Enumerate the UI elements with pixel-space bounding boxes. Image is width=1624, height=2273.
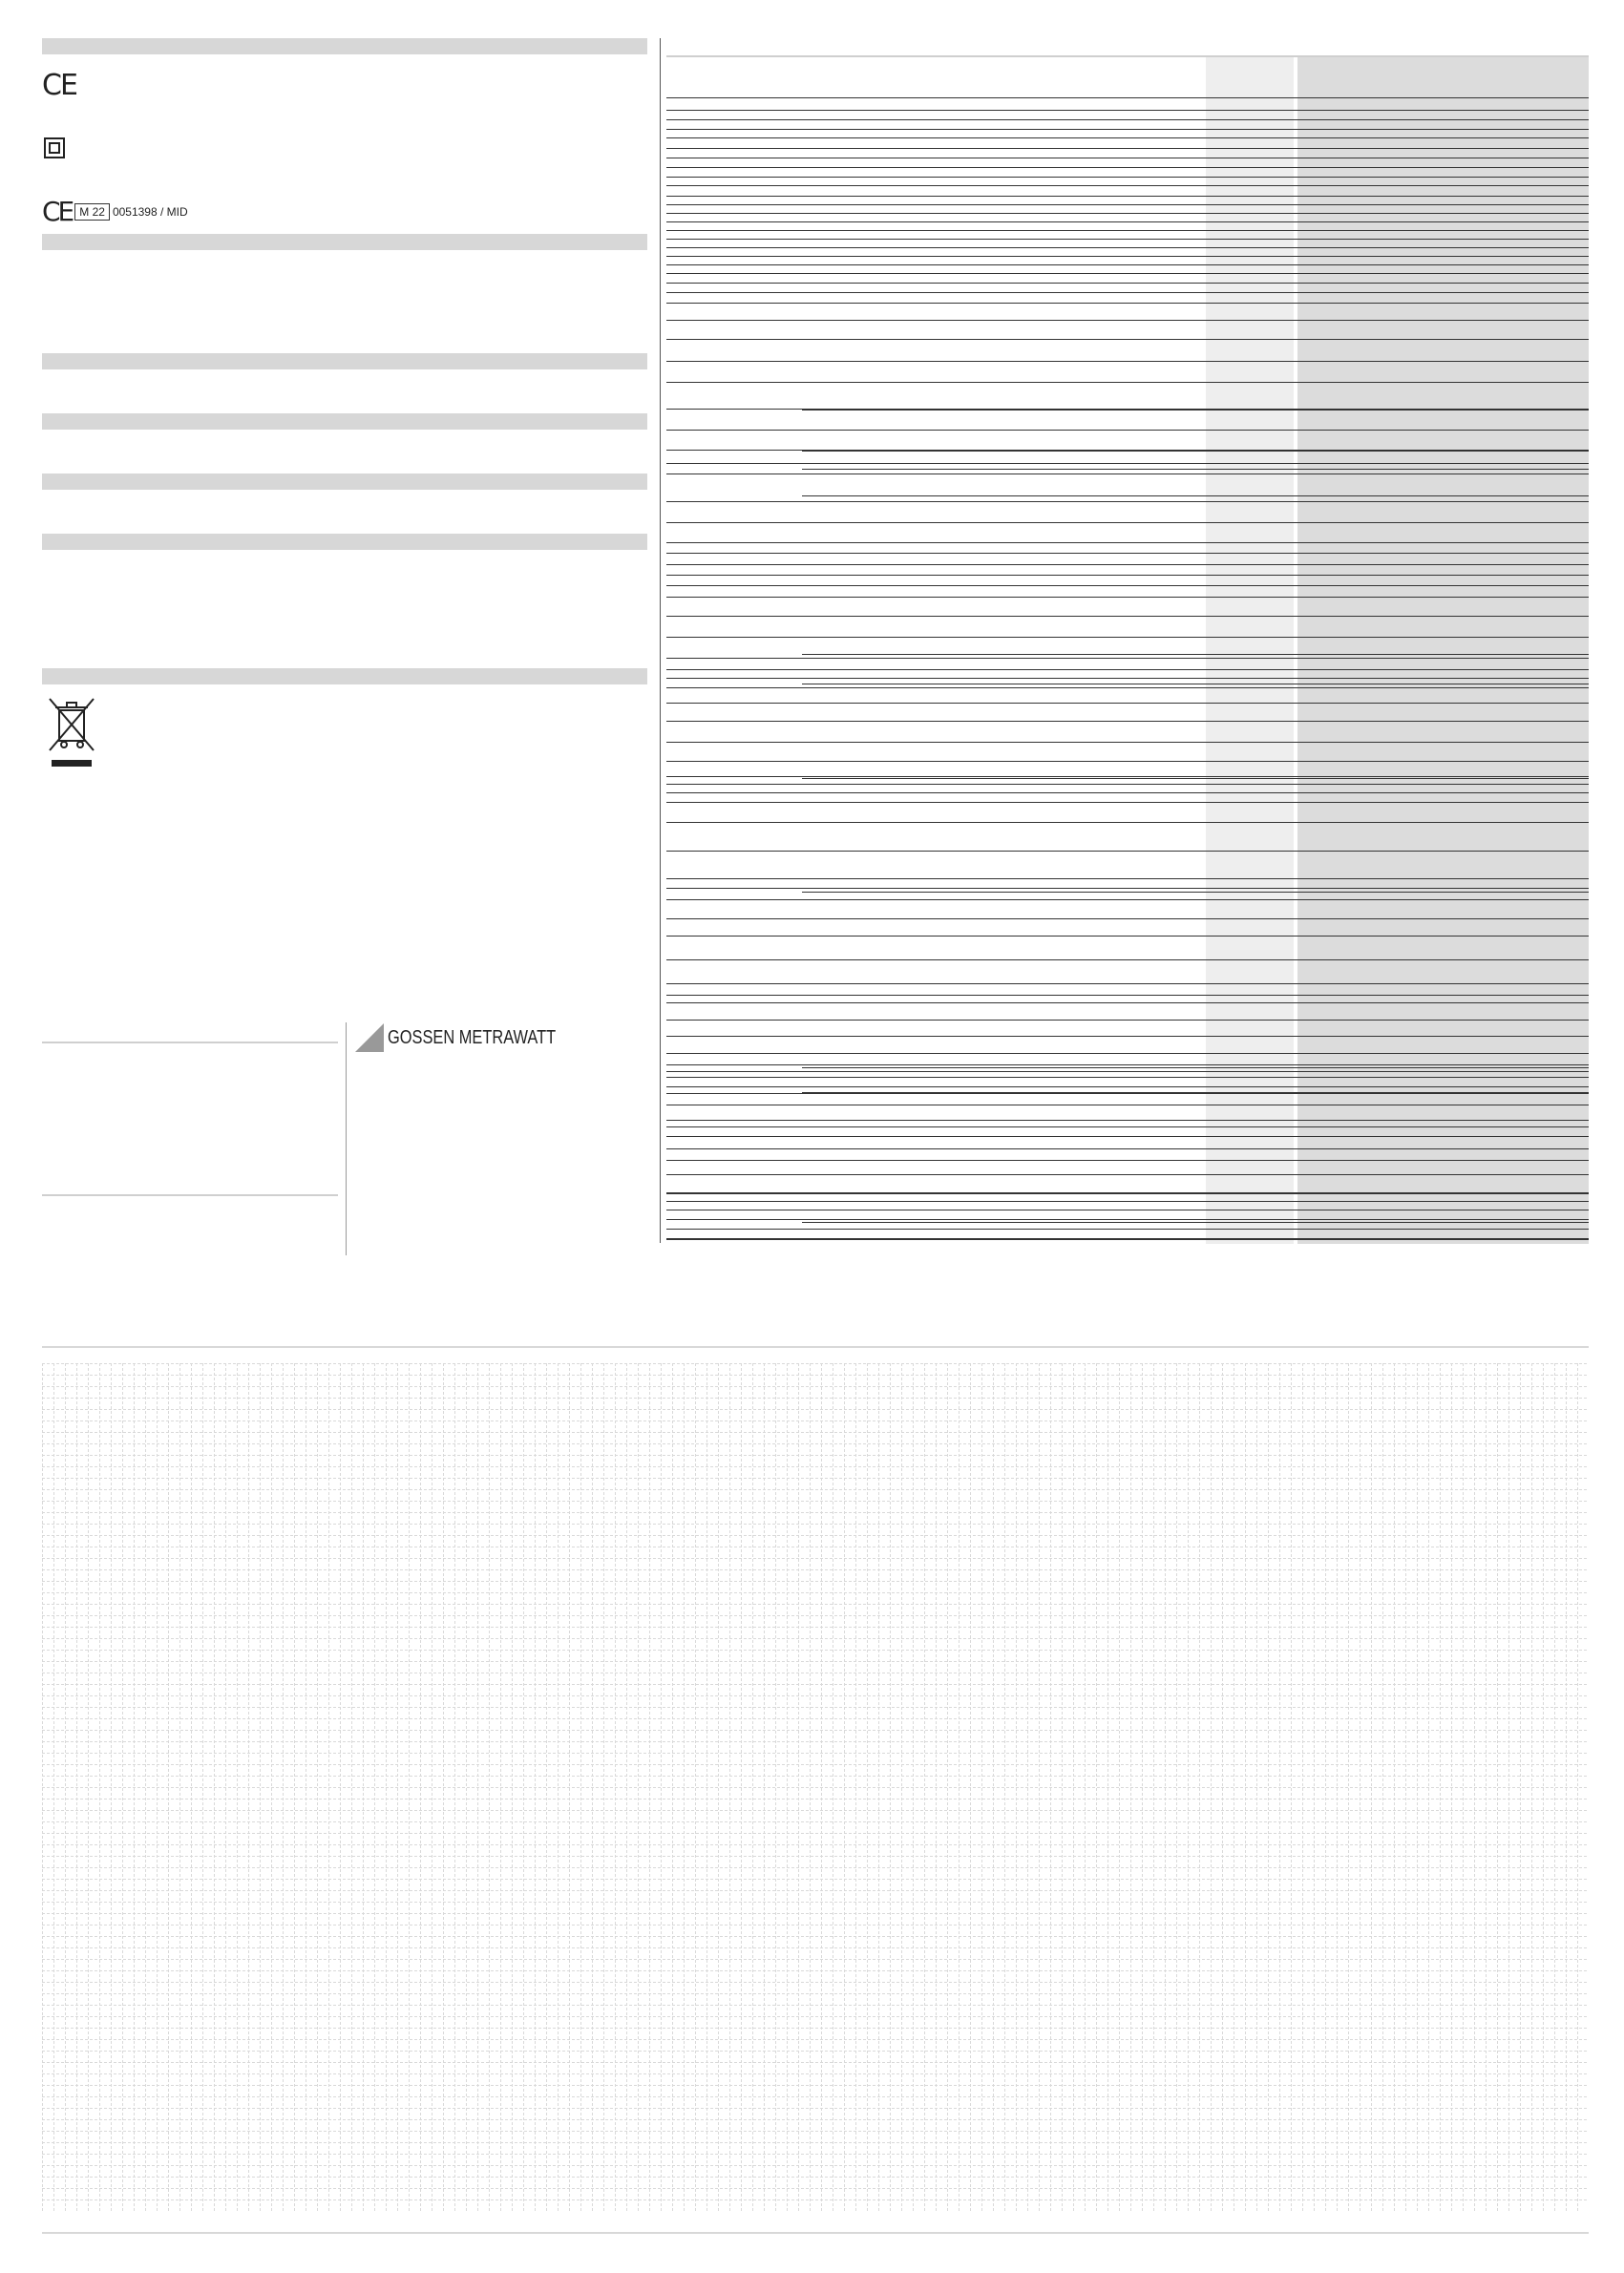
- table-rule: [666, 339, 1589, 340]
- table-rule: [666, 678, 1589, 679]
- table-rule: [666, 899, 1589, 900]
- table-rule: [666, 959, 1589, 960]
- table-rule: [666, 1136, 1589, 1137]
- section-header-bar-5: [42, 474, 647, 490]
- table-rule: [666, 995, 1589, 996]
- weee-bin-icon: [46, 693, 99, 776]
- section-header-bar-2: [42, 234, 647, 250]
- table-rule: [666, 320, 1589, 321]
- table-rule: [666, 1229, 1589, 1230]
- table-rule-indented: [802, 721, 1589, 722]
- ce-mark-small: CE: [42, 196, 73, 227]
- table-rule: [666, 742, 1589, 743]
- table-rule: [666, 264, 1589, 265]
- table-column-shaded-dark: [1297, 55, 1589, 1244]
- table-rule: [666, 167, 1589, 168]
- double-square-icon: [44, 137, 65, 163]
- table-rule: [666, 185, 1589, 186]
- table-rule: [666, 1036, 1589, 1037]
- table-rule: [666, 784, 1589, 785]
- table-rule: [666, 1086, 1589, 1087]
- table-rule: [666, 55, 1589, 57]
- table-rule: [666, 585, 1589, 586]
- table-rule-indented: [802, 1092, 1589, 1093]
- table-rule: [666, 1160, 1589, 1161]
- table-rule: [666, 213, 1589, 214]
- footer-divider: [346, 1022, 347, 1255]
- table-rule: [666, 501, 1589, 502]
- grid-rule-top: [42, 1346, 1589, 1348]
- table-rule: [666, 230, 1589, 231]
- table-rule: [666, 273, 1589, 274]
- grid-rule-bottom: [42, 2232, 1589, 2234]
- table-rule: [666, 802, 1589, 803]
- table-rule: [666, 776, 1589, 777]
- table-rule-indented: [802, 1067, 1589, 1068]
- table-rule: [666, 1002, 1589, 1003]
- table-rule: [666, 204, 1589, 205]
- table-rule: [666, 1192, 1589, 1194]
- table-rule: [666, 983, 1589, 984]
- table-rule: [666, 1219, 1589, 1220]
- table-rule: [666, 553, 1589, 554]
- footer-rule-bottom: [42, 1194, 338, 1196]
- table-rule: [666, 658, 1589, 659]
- table-rule-indented: [802, 451, 1589, 452]
- table-rule-indented: [802, 654, 1589, 655]
- table-rule: [666, 1064, 1589, 1065]
- table-rule: [666, 239, 1589, 240]
- table-rule: [666, 1148, 1589, 1149]
- table-rule: [666, 256, 1589, 257]
- table-rule: [666, 687, 1589, 688]
- column-divider: [660, 38, 661, 1243]
- table-rule: [666, 196, 1589, 197]
- table-rule-indented: [802, 778, 1589, 779]
- section-header-bar-4: [42, 413, 647, 430]
- table-rule: [666, 137, 1589, 138]
- brand-logo: [355, 1023, 593, 1052]
- table-rule-indented: [802, 495, 1589, 496]
- table-rule: [666, 1120, 1589, 1121]
- table-rule: [666, 1174, 1589, 1175]
- table-rule: [666, 221, 1589, 222]
- table-rule: [666, 177, 1589, 178]
- table-rule: [666, 761, 1589, 762]
- table-rule: [666, 1201, 1589, 1202]
- table-rule: [666, 918, 1589, 919]
- table-rule: [666, 1238, 1589, 1240]
- table-rule: [666, 1077, 1589, 1078]
- section-header-bar-7: [42, 668, 647, 684]
- grid-lines: [42, 1363, 1589, 2211]
- table-rule: [666, 616, 1589, 617]
- metrology-box: M 22: [74, 203, 110, 221]
- table-rule: [666, 822, 1589, 823]
- table-rule: [666, 597, 1589, 598]
- footer-rule-top: [42, 1042, 338, 1043]
- table-rule: [666, 575, 1589, 576]
- certificate-number: 0051398 / MID: [112, 204, 188, 219]
- table-rule: [666, 148, 1589, 149]
- table-rule: [666, 129, 1589, 130]
- table-rule: [666, 1053, 1589, 1054]
- table-rule: [666, 542, 1589, 543]
- table-rule: [666, 936, 1589, 937]
- table-rule: [666, 1126, 1589, 1127]
- specification-table: [666, 53, 1589, 1244]
- table-rule-indented: [802, 892, 1589, 893]
- table-rule-indented: [802, 1222, 1589, 1223]
- graph-paper-grid: [42, 1363, 1589, 2211]
- section-header-bar-3: [42, 353, 647, 369]
- table-rule: [666, 792, 1589, 793]
- table-rule: [666, 463, 1589, 464]
- table-rule: [666, 110, 1589, 111]
- section-header-bar-6: [42, 534, 647, 550]
- table-rule: [666, 292, 1589, 293]
- table-rule: [666, 564, 1589, 565]
- table-rule-indented: [802, 430, 1589, 431]
- table-rule: [666, 247, 1589, 248]
- table-rule-indented: [802, 469, 1589, 470]
- table-rule: [666, 382, 1589, 383]
- mid-marking: [42, 196, 188, 227]
- table-rule: [666, 888, 1589, 889]
- table-rule: [666, 303, 1589, 304]
- table-rule: [666, 851, 1589, 852]
- table-rule: [666, 637, 1589, 638]
- table-rule: [666, 669, 1589, 670]
- table-rule: [666, 283, 1589, 284]
- table-rule: [666, 119, 1589, 120]
- table-rule: [666, 97, 1589, 98]
- table-rule: [666, 522, 1589, 523]
- ce-mark: CE: [42, 69, 76, 102]
- brand-triangle-icon: [355, 1023, 384, 1052]
- table-rule: [666, 878, 1589, 879]
- section-header-bar-1: [42, 38, 647, 54]
- table-rule: [666, 1093, 1589, 1094]
- brand-name: GOSSEN METRAWATT: [388, 1026, 557, 1048]
- table-rule: [666, 1071, 1589, 1072]
- table-rule: [666, 703, 1589, 704]
- table-rule: [666, 1020, 1589, 1021]
- table-column-shaded-light: [1206, 55, 1294, 1244]
- table-rule: [666, 361, 1589, 362]
